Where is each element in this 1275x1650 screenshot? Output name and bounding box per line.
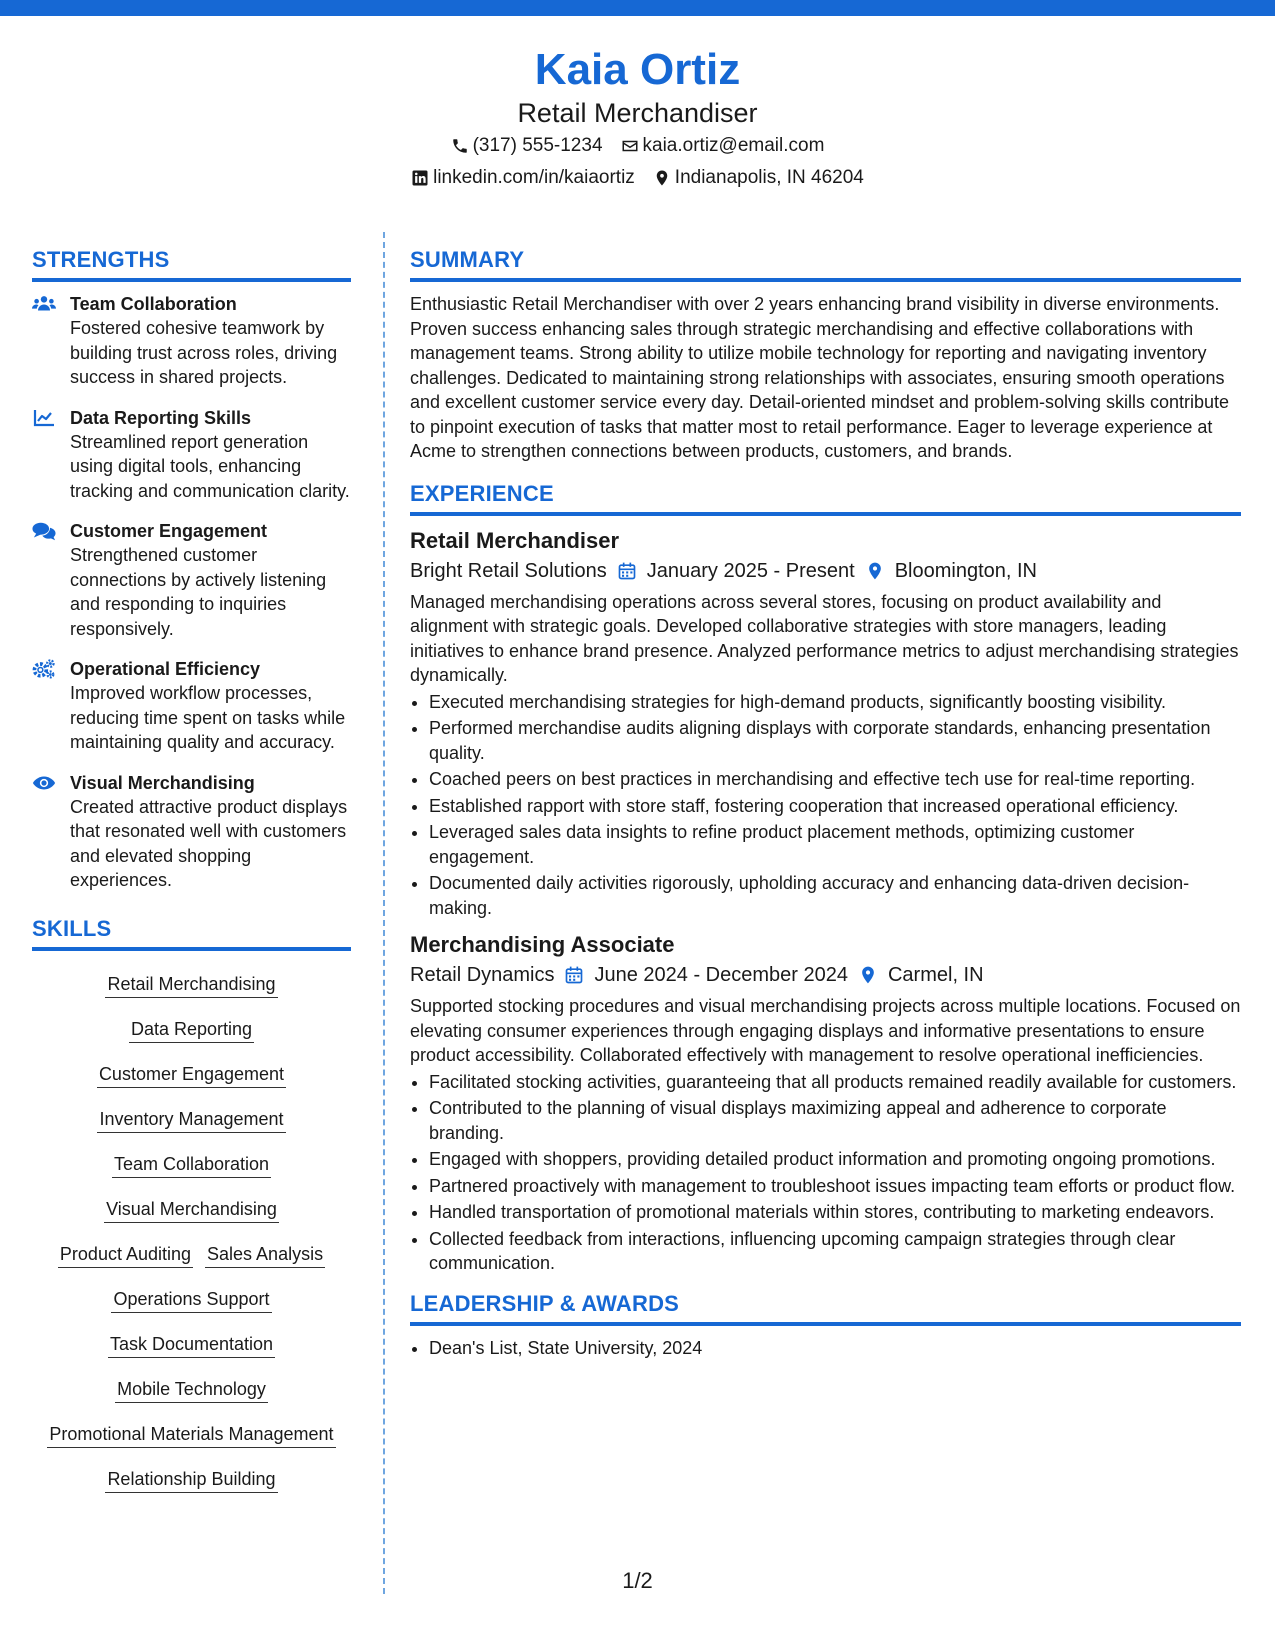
- skill-row: [32, 1458, 351, 1503]
- job-location: Bloomington, IN: [894, 559, 1037, 582]
- contact-row-2: [0, 162, 1275, 194]
- map-pin-icon: [865, 561, 885, 581]
- skill-row: [32, 1188, 351, 1233]
- gears-icon: [32, 657, 70, 755]
- skill-tag: Retail Merchandising: [105, 971, 277, 998]
- skill-tag: Product Auditing: [58, 1241, 193, 1268]
- comments-icon: [32, 519, 70, 641]
- resume-header: [0, 42, 1275, 194]
- phone-contact: [451, 130, 603, 162]
- skill-tag: Mobile Technology: [115, 1376, 268, 1403]
- skill-row: [32, 1233, 351, 1278]
- calendar-icon: [564, 965, 584, 985]
- skill-row: [32, 1053, 351, 1098]
- skill-row: [32, 1143, 351, 1188]
- skills-list: [32, 963, 351, 1503]
- job-title: Retail Merchandiser: [410, 527, 620, 553]
- company-name: Bright Retail Solutions: [410, 559, 607, 582]
- skill-tag: Data Reporting: [129, 1016, 254, 1043]
- strength-title: Visual Merchandising: [70, 772, 255, 793]
- strength-desc: Created attractive product displays that resonated well with customers and elevated shopping experiences.: [70, 796, 348, 890]
- strength-desc: Streamlined report generation using digital tools, enhancing tracking and communication clarity.: [70, 431, 350, 501]
- job-bullet: • Facilitated stocking activities, guaranteeing that all products remained readily available for customers.: [429, 1070, 1241, 1095]
- job-entry: [410, 930, 1241, 1276]
- leadership-item: • Dean's List, State University, 2024: [429, 1336, 1241, 1361]
- skill-row: [32, 1278, 351, 1323]
- strength-item: [32, 406, 351, 504]
- calendar-icon: [617, 561, 637, 581]
- left-column: [32, 246, 351, 1503]
- chart-line-icon: [32, 406, 70, 504]
- job-dates: June 2024 - December 2024: [594, 964, 848, 986]
- job-location: Carmel, IN: [887, 964, 984, 986]
- job-bullet: • Handled transportation of promotional materials within stores, contributing to marketing endeavors.: [429, 1200, 1241, 1225]
- experience-heading: EXPERIENCE: [410, 480, 1241, 516]
- phone-text: (317) 555-1234: [472, 135, 603, 156]
- leadership-heading: LEADERSHIP & AWARDS: [410, 1290, 1241, 1326]
- skill-row: [32, 1323, 351, 1368]
- phone-icon: [451, 137, 469, 155]
- page-number: 1/2: [622, 1568, 653, 1593]
- job-bullet: • Collected feedback from interactions, influencing upcoming campaign strategies through clear communication.: [429, 1227, 1241, 1276]
- summary-text: Enthusiastic Retail Merchandiser with over 2 years enhancing brand visibility in diverse environments. Proven success enhancing sales through strategic merchandising and effective collaborations with management teams. Strong ability to utilize mobile technology for reporting and navigating inventory challenges. Dedicated to maintaining strong relationships with associates, ensuring smooth operations and excellent customer service every day. Detail-oriented mindset and problem-solving skills contribute to pinpoint execution of tasks that matter most to retail performance. Eager to leverage experience at Acme to strengthen connections between products, customers, and brands.: [410, 294, 1230, 461]
- skill-tag: Sales Analysis: [205, 1241, 325, 1268]
- strength-item: [32, 519, 351, 641]
- linkedin-icon: [411, 169, 429, 187]
- strength-item: [32, 292, 351, 390]
- linkedin-contact[interactable]: [411, 162, 635, 194]
- job-bullet: • Engaged with shoppers, providing detailed product information and promoting ongoing promotions.: [429, 1147, 1241, 1172]
- job-entry: [410, 526, 1241, 921]
- strength-item: [32, 657, 351, 755]
- map-pin-icon: [858, 965, 878, 985]
- skill-row: [32, 1368, 351, 1413]
- right-column: [410, 246, 1241, 1362]
- skill-tag: Task Documentation: [108, 1331, 275, 1358]
- company-name: Retail Dynamics: [410, 964, 555, 986]
- strength-title: Team Collaboration: [70, 294, 237, 314]
- job-title: Merchandising Associate: [410, 932, 675, 957]
- top-accent-bar: [0, 0, 1275, 16]
- job-dates: January 2025 - Present: [646, 559, 855, 582]
- skill-tag: Team Collaboration: [112, 1151, 271, 1178]
- job-bullet: • Leveraged sales data insights to refine product placement methods, optimizing customer engagement.: [429, 820, 1241, 869]
- job-bullet: • Executed merchandising strategies for high-demand products, significantly boosting visibility.: [429, 690, 1241, 715]
- job-bullet: • Documented daily activities rigorously, upholding accuracy and enhancing data-driven decision-making.: [429, 871, 1241, 920]
- summary-heading: SUMMARY: [410, 246, 1241, 282]
- job-meta: [410, 960, 1241, 990]
- job-bullet: • Performed merchandise audits aligning displays with corporate standards, enhancing presentation quality.: [429, 716, 1241, 765]
- strength-desc: Improved workflow processes, reducing time spent on tasks while maintaining quality and accuracy.: [70, 683, 346, 752]
- strength-desc: Strengthened customer connections by actively listening and responding to inquiries responsively.: [70, 545, 327, 639]
- location-text: Indianapolis, IN 46204: [674, 167, 864, 188]
- job-bullets: [410, 690, 1241, 921]
- skill-tag: Operations Support: [111, 1286, 271, 1313]
- skill-tag: Customer Engagement: [97, 1061, 286, 1088]
- job-bullet: • Established rapport with store staff, fostering cooperation that increased operational efficiency.: [429, 794, 1241, 819]
- email-contact[interactable]: [621, 130, 825, 162]
- leadership-list: [410, 1336, 1241, 1361]
- strength-title: Data Reporting Skills: [70, 407, 252, 428]
- contact-row-1: [0, 130, 1275, 162]
- strengths-heading: STRENGTHS: [32, 246, 351, 282]
- strength-title: Customer Engagement: [70, 521, 268, 541]
- job-description: Managed merchandising operations across several stores, focusing on product availability and alignment with strategic goals. Developed collaborative strategies with store managers, leading initiatives to enhance brand presence. Analyzed performance metrics to adjust merchandising strategies dynamically.: [410, 591, 1239, 685]
- location-contact: [653, 162, 864, 194]
- skill-tag: Inventory Management: [97, 1106, 285, 1133]
- strength-title: Operational Efficiency: [70, 659, 261, 679]
- strength-desc: Fostered cohesive teamwork by building trust across roles, driving success in shared projects.: [70, 318, 338, 387]
- envelope-icon: [621, 137, 639, 155]
- job-bullet: • Contributed to the planning of visual displays maximizing appeal and adherence to corporate branding.: [429, 1096, 1241, 1145]
- map-pin-icon: [653, 169, 671, 187]
- skill-tag: Visual Merchandising: [104, 1196, 279, 1223]
- skill-row: [32, 1413, 351, 1458]
- candidate-name: Kaia Ortiz: [534, 45, 741, 94]
- eye-icon: [32, 771, 70, 893]
- skills-heading: SKILLS: [32, 915, 351, 951]
- job-description: Supported stocking procedures and visual merchandising projects across multiple locations. Focused on elevating consumer experiences through engaging displays and informative presentations to ensure product accessibility. Collaborated effectively with management to resolve operational inefficiencies.: [410, 996, 1241, 1065]
- skill-row: [32, 1008, 351, 1053]
- skill-tag: Promotional Materials Management: [47, 1421, 335, 1448]
- skill-row: [32, 963, 351, 1008]
- users-icon: [32, 292, 70, 390]
- job-bullet: • Coached peers on best practices in merchandising and effective tech use for real-time reporting.: [429, 767, 1241, 792]
- skill-row: [32, 1098, 351, 1143]
- linkedin-text: linkedin.com/in/kaiaortiz: [433, 167, 635, 188]
- email-text: kaia.ortiz@email.com: [642, 135, 825, 156]
- candidate-title: Retail Merchandiser: [517, 98, 758, 128]
- skill-tag: Relationship Building: [105, 1466, 277, 1493]
- job-meta: [410, 556, 1241, 586]
- column-divider: [383, 232, 385, 1594]
- job-bullets: [410, 1070, 1241, 1276]
- job-bullet: • Partnered proactively with management to troubleshoot issues impacting team efforts or product flow.: [429, 1174, 1241, 1199]
- strength-item: [32, 771, 351, 893]
